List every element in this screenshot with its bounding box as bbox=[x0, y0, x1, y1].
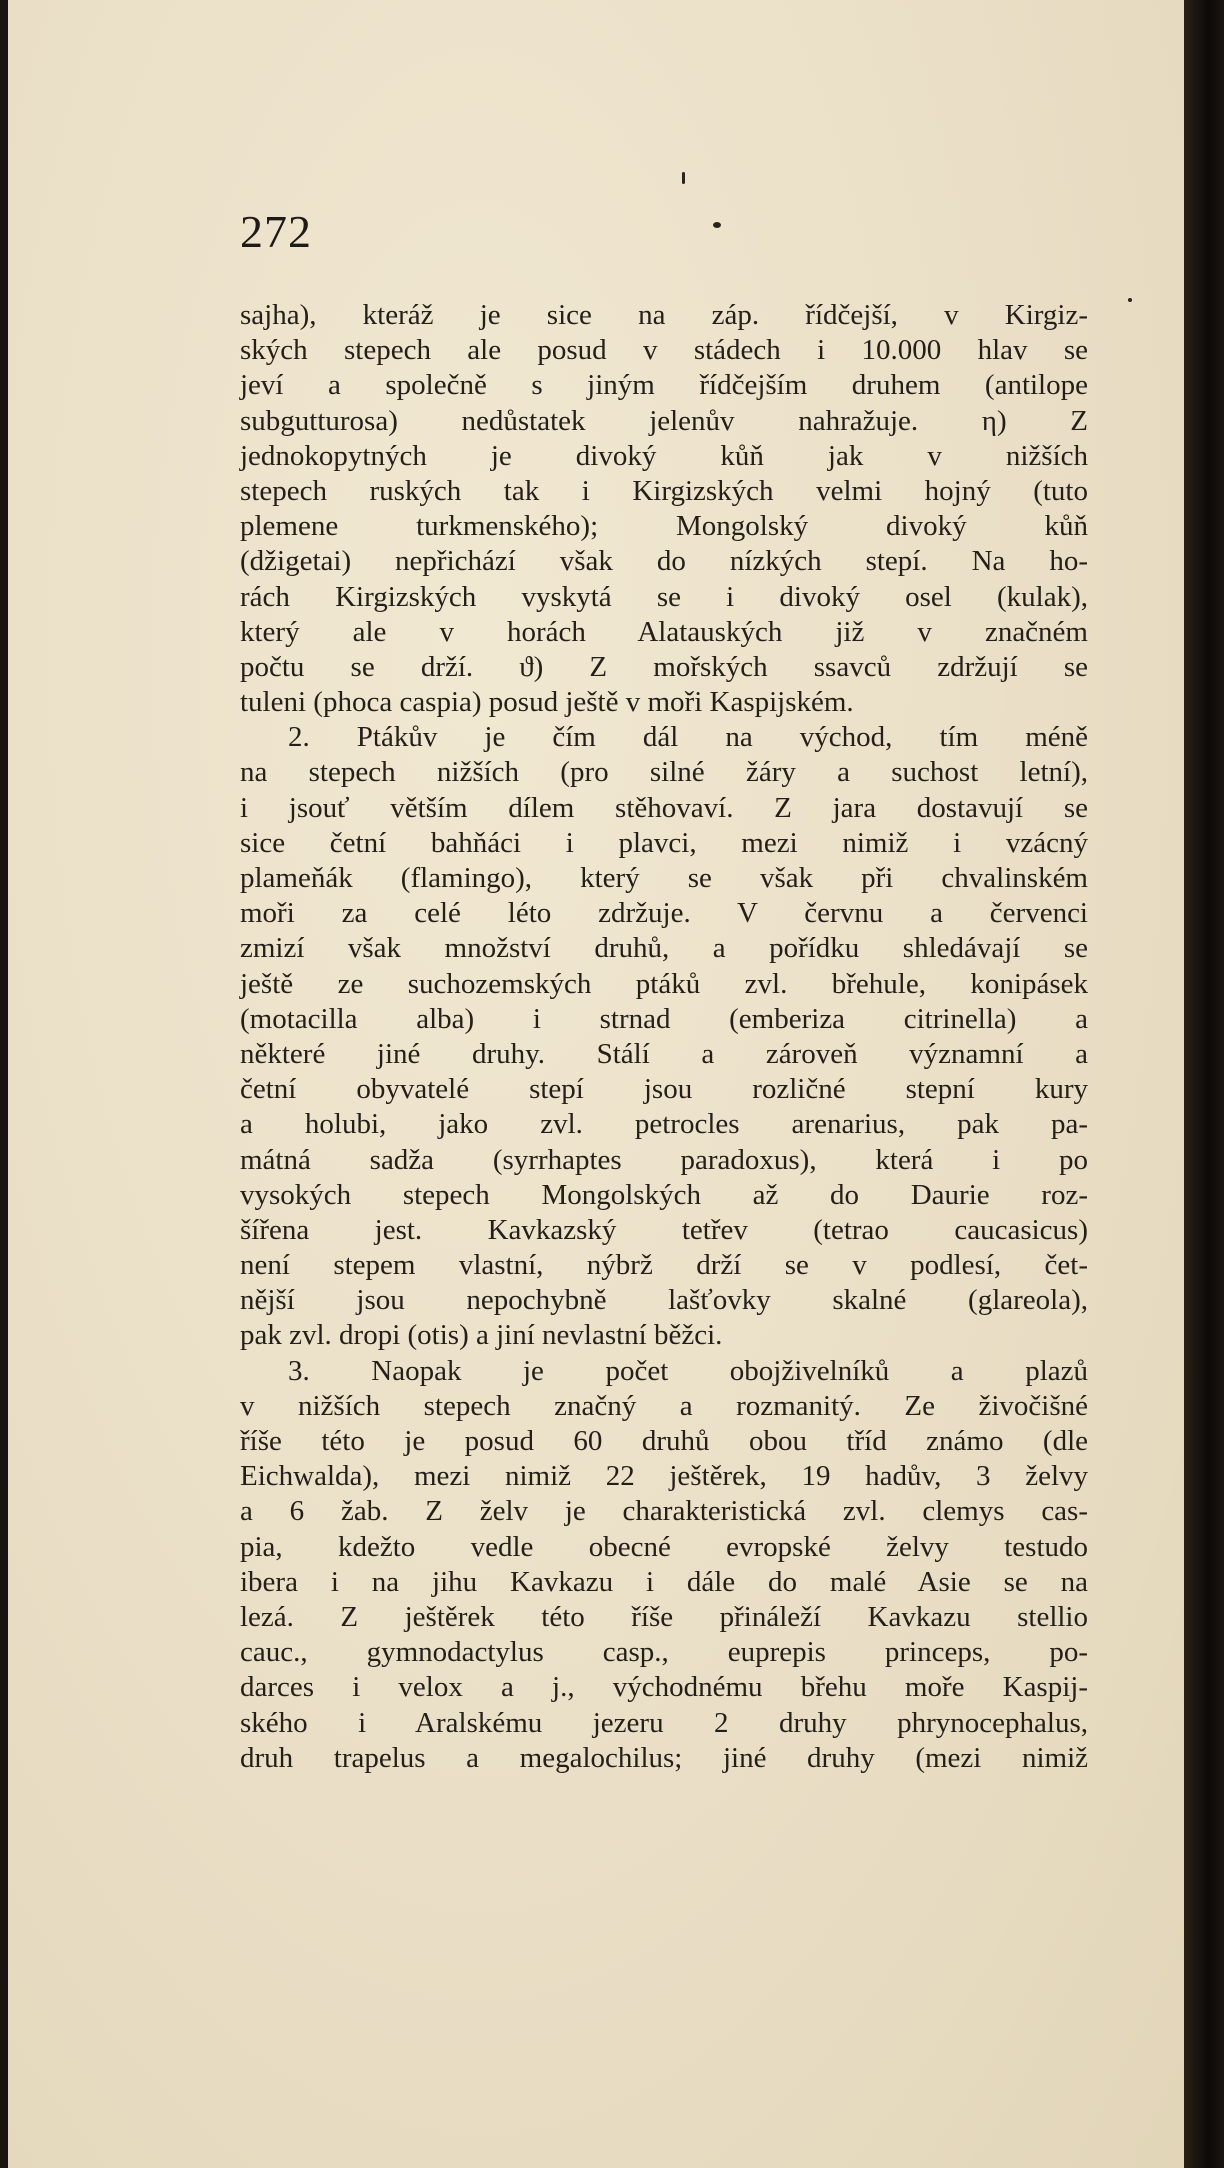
page-number: 272 bbox=[240, 206, 312, 257]
text-line: Eichwalda), mezi nimiž 22 ještěrek, 19 hadův, 3 želvy bbox=[240, 1460, 1088, 1493]
text-line: sajha), kteráž je sice na záp. řídčejší, v Kirgiz- bbox=[240, 299, 1088, 331]
text-line: některé jiné druhy. Stálí a zároveň významní a bbox=[240, 1037, 1088, 1070]
text-line: cauc., gymnodactylus casp., euprepis princeps, po- bbox=[240, 1636, 1088, 1669]
text-line: zmizí však množství druhů, a pořídku shledávají se bbox=[240, 932, 1088, 965]
text-line: jeví a společně s jiným řídčejším druhem (antilope bbox=[240, 369, 1088, 402]
text-line: rách Kirgizských vyskytá se i divoký osel (kulak), bbox=[240, 580, 1088, 613]
text-line: moři za celé léto zdržuje. V červnu a červenci bbox=[240, 897, 1088, 930]
text-line: a holubi, jako zvl. petrocles arenarius, pak pa- bbox=[240, 1108, 1088, 1141]
text-line: říše této je posud 60 druhů obou tříd známo (dle bbox=[240, 1425, 1088, 1457]
text-line: ještě ze suchozemských ptáků zvl. břehule, konipásek bbox=[240, 967, 1088, 1000]
text-line: který ale v horách Alatauských již v značném bbox=[240, 615, 1088, 648]
book-spine-shadow bbox=[1184, 0, 1224, 2168]
text-line: tuleni (phoca caspia) posud ještě v moři Kaspijském. bbox=[240, 686, 854, 719]
text-line: plemene turkmenského); Mongolský divoký kůň bbox=[240, 510, 1088, 543]
book-page bbox=[8, 0, 1184, 2168]
text-line: lezá. Z ještěrek této říše přináleží Kavkazu stellio bbox=[240, 1600, 1088, 1633]
text-line: 2. Ptákův je čím dál na východ, tím méně bbox=[288, 721, 1088, 754]
text-line: druh trapelus a megalochilus; jiné druhy (mezi nimiž bbox=[240, 1741, 1088, 1774]
text-line: darces i velox a j., východnému břehu moře Kaspij- bbox=[240, 1671, 1088, 1704]
text-line: (motacilla alba) i strnad (emberiza citrinella) a bbox=[240, 1002, 1088, 1035]
text-line: šířena jest. Kavkazský tetřev (tetrao caucasicus) bbox=[240, 1213, 1088, 1246]
text-line: na stepech nižších (pro silné žáry a suchost letní), bbox=[240, 756, 1088, 789]
body-text bbox=[240, 298, 1088, 1776]
text-line: subgutturosa) nedůstatek jelenův nahražuje. η) Z bbox=[240, 404, 1088, 437]
text-line: v nižších stepech značný a rozmanitý. Ze živočišné bbox=[240, 1389, 1088, 1422]
text-line: nější jsou nepochybně lašťovky skalné (glareola), bbox=[240, 1284, 1088, 1317]
text-line: 3. Naopak je počet obojživelníků a plazů bbox=[288, 1354, 1088, 1387]
text-line: sice četní bahňáci i plavci, mezi nimiž i vzácný bbox=[240, 826, 1088, 859]
text-line: i jsouť větším dílem stěhovaví. Z jara dostavují se bbox=[240, 791, 1088, 824]
text-line: počtu se drží. ϑ) Z mořských ssavců zdržují se bbox=[240, 650, 1088, 683]
ink-speck bbox=[682, 172, 685, 184]
text-line: ských stepech ale posud v stádech i 10.000 hlav se bbox=[240, 334, 1088, 367]
text-line: mátná sadža (syrrhaptes paradoxus), která i po bbox=[240, 1143, 1088, 1176]
text-line: a 6 žab. Z želv je charakteristická zvl. clemys cas- bbox=[240, 1495, 1088, 1528]
ink-speck bbox=[713, 222, 721, 228]
text-line: není stepem vlastní, nýbrž drží se v podlesí, čet- bbox=[240, 1249, 1088, 1282]
ink-speck bbox=[1128, 298, 1132, 302]
text-line: pak zvl. dropi (otis) a jiní nevlastní běžci. bbox=[240, 1319, 723, 1352]
text-line: jednokopytných je divoký kůň jak v nižších bbox=[240, 439, 1088, 472]
text-line: ibera i na jihu Kavkazu i dále do malé Asie se na bbox=[240, 1565, 1088, 1598]
text-line: plameňák (flamingo), který se však při chvalinském bbox=[240, 862, 1088, 894]
text-line: stepech ruských tak i Kirgizských velmi hojný (tuto bbox=[240, 474, 1088, 507]
text-line: pia, kdežto vedle obecné evropské želvy testudo bbox=[240, 1530, 1088, 1563]
text-line: ského i Aralskému jezeru 2 druhy phrynocephalus, bbox=[240, 1706, 1088, 1739]
text-line: vysokých stepech Mongolských až do Daurie roz- bbox=[240, 1178, 1088, 1211]
text-line: četní obyvatelé stepí jsou rozličné stepní kury bbox=[240, 1073, 1088, 1106]
text-line: (džigetai) nepřichází však do nízkých stepí. Na ho- bbox=[240, 545, 1088, 578]
